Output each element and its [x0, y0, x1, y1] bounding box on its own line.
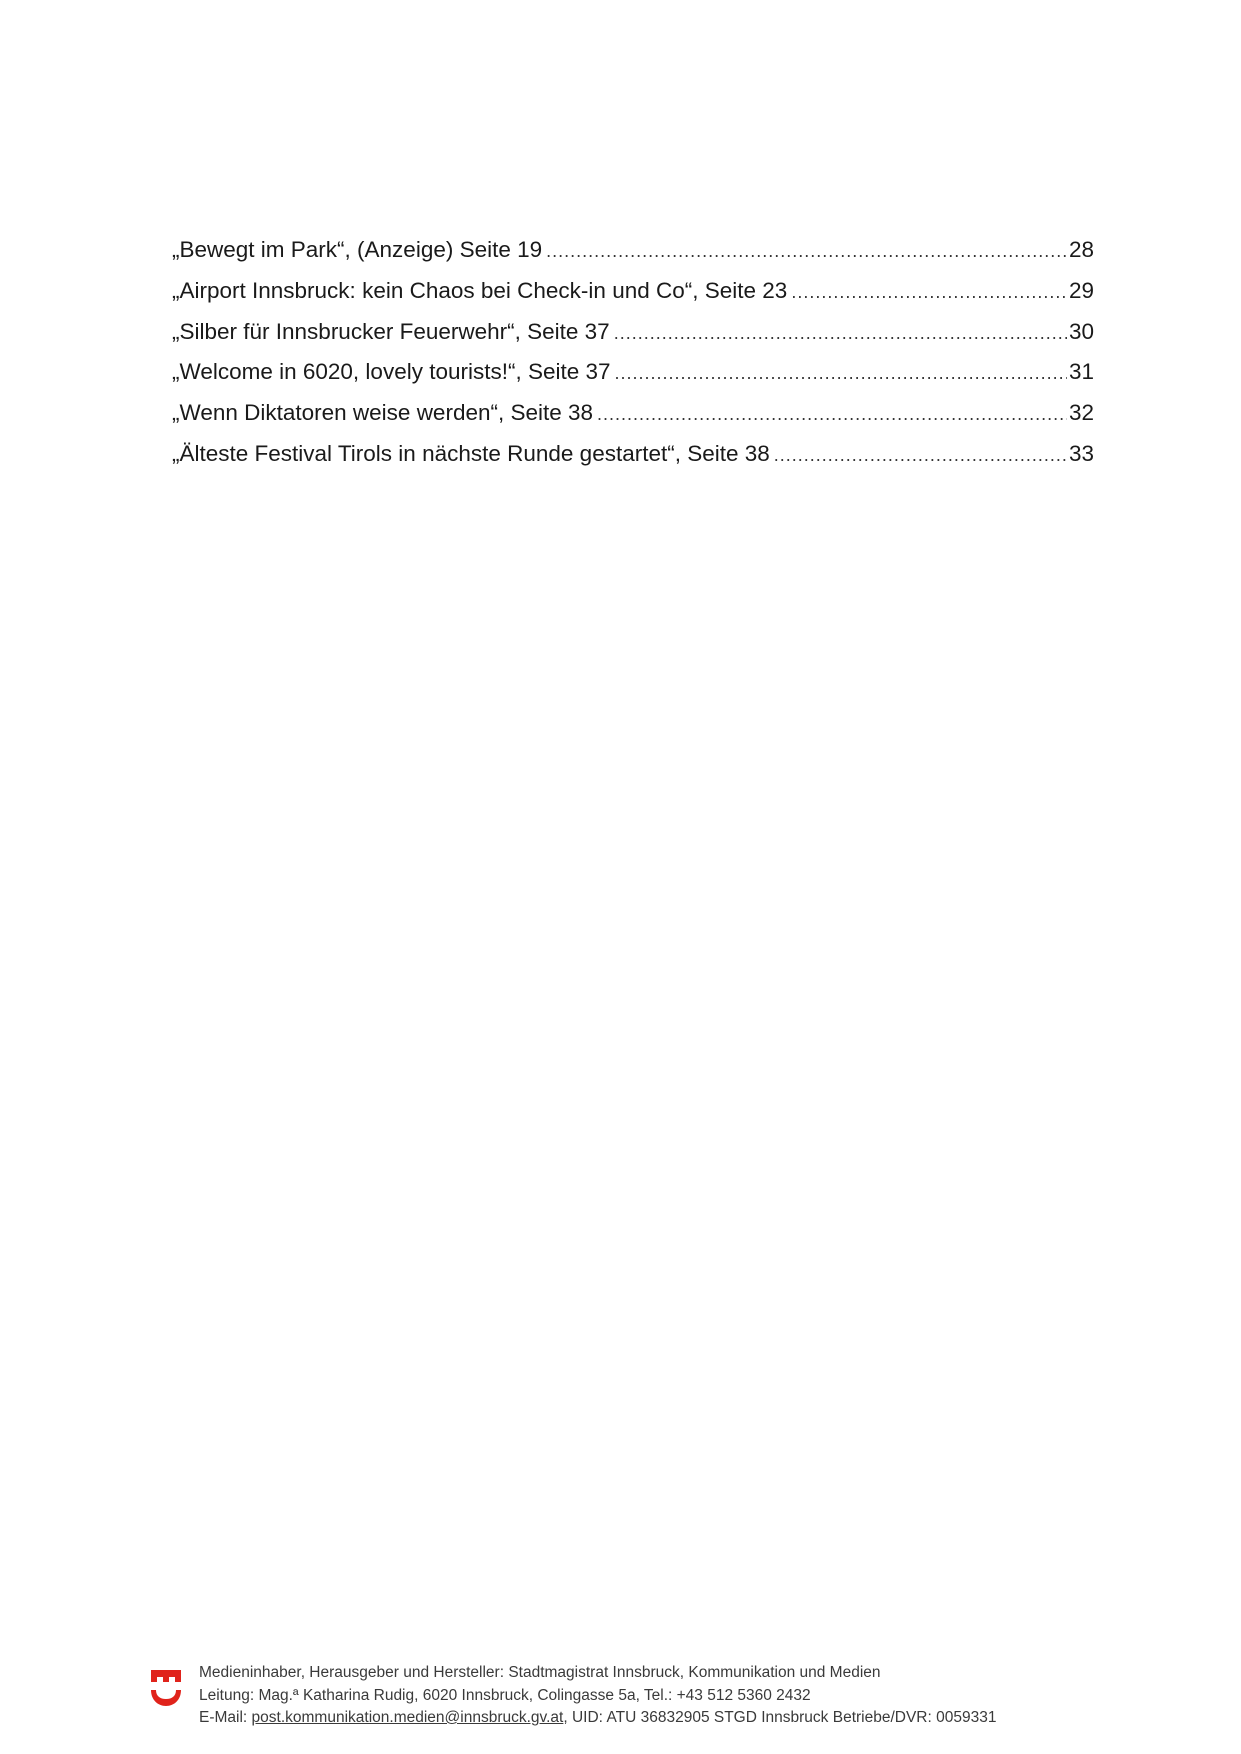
footer-publisher-line: Medieninhaber, Herausgeber und Hersteller: Stadtmagistrat Innsbruck, Kommunikation und Medien	[199, 1664, 881, 1681]
toc-entry-title: „Silber für Innsbrucker Feuerwehr“, Seite 37	[172, 318, 610, 344]
footer-contact-line	[199, 1707, 996, 1730]
toc-entry-page: 31	[1068, 359, 1094, 385]
toc-dot-leader	[597, 394, 1067, 435]
toc-entry-page: 32	[1068, 400, 1094, 426]
toc-entry-page: 28	[1068, 237, 1094, 262]
toc-entry-title: „Bewegt im Park“, (Anzeige) Seite 19	[172, 237, 543, 262]
footer-email-link[interactable]: post.kommunikation.medien@innsbruck.gv.at	[251, 1709, 564, 1726]
toc-entry[interactable]	[172, 312, 1094, 353]
toc-dot-leader	[774, 435, 1067, 476]
innsbruck-coat-of-arms-icon	[150, 1666, 182, 1706]
toc-entry-title: „Wenn Diktatoren weise werden“, Seite 38	[172, 400, 594, 426]
footer-uid-text: , UID: ATU 36832905 STGD Innsbruck Betriebe/DVR: 0059331	[563, 1709, 997, 1726]
table-of-contents	[172, 230, 1094, 475]
footer-management-line: Leitung: Mag.ª Katharina Rudig, 6020 Innsbruck, Colingasse 5a, Tel.: +43 512 5360 2432	[199, 1686, 811, 1704]
footer-imprint	[199, 1662, 996, 1730]
footer-email-label: E-Mail:	[199, 1709, 252, 1726]
toc-entry[interactable]	[172, 393, 1094, 434]
toc-entry[interactable]	[172, 230, 1094, 271]
toc-entry-page: 30	[1068, 318, 1094, 344]
toc-entry-title: „Welcome in 6020, lovely tourists!“, Seite 37	[172, 359, 611, 385]
page-footer	[150, 1662, 1110, 1732]
toc-entry-page: 29	[1068, 277, 1094, 303]
toc-dot-leader	[614, 313, 1067, 354]
toc-entry-page: 33	[1068, 440, 1094, 466]
toc-dot-leader	[791, 272, 1067, 313]
toc-entry-title: „Airport Innsbruck: kein Chaos bei Check-in und Co“, Seite 23	[172, 277, 788, 303]
toc-dot-leader	[615, 353, 1067, 394]
toc-entry[interactable]	[172, 434, 1094, 475]
toc-entry[interactable]	[172, 271, 1094, 312]
toc-entry[interactable]	[172, 352, 1094, 393]
toc-dot-leader	[546, 231, 1067, 272]
toc-entry-title: „Älteste Festival Tirols in nächste Runde gestartet“, Seite 38	[172, 440, 770, 466]
